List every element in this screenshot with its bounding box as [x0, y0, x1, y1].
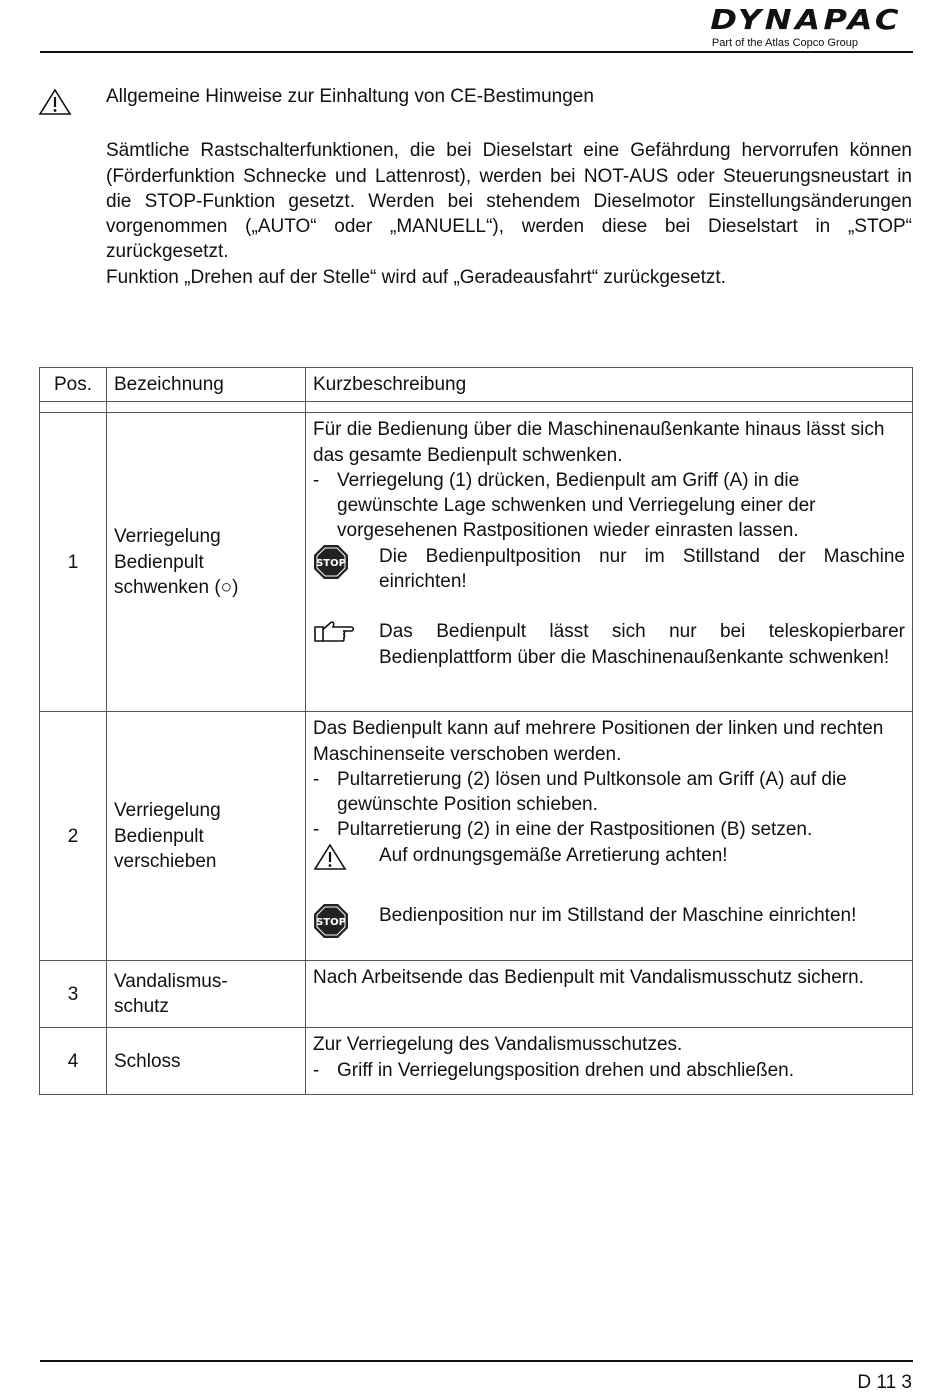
row-bezeichnung: [107, 1028, 306, 1095]
bez-line: Bedienpult: [114, 825, 204, 847]
row-description: [306, 712, 913, 961]
desc-step: - Pultarretierung (2) in eine der Rastpositionen (B) setzen.: [313, 819, 813, 841]
stop-sign-icon: [313, 903, 349, 939]
table-row: [40, 413, 913, 712]
table-row: [40, 961, 913, 1028]
stop-note: STOP Die Bedienpultposition nur im Stillstand der Maschine einrichten!: [313, 544, 905, 595]
row-pos: 3: [40, 961, 107, 1028]
table-row: [40, 712, 913, 961]
header-spacer: [40, 402, 913, 413]
bez-line: Vandalismus-: [114, 971, 228, 992]
svg-text:STOP: STOP: [316, 917, 346, 929]
svg-text:STOP: STOP: [316, 557, 346, 569]
row-pos: 2: [40, 712, 107, 961]
table-header-row: [40, 368, 913, 402]
logo-wordmark: DYNAPAC: [710, 3, 902, 36]
bez-line: verschieben: [114, 850, 217, 872]
bez-line: schutz: [114, 996, 169, 1018]
ce-notice-paragraph-2: Funktion „Drehen auf der Stelle“ wird auf „Geradeausfahrt“ zurückgesetzt.: [106, 266, 726, 288]
ce-notice: [106, 84, 912, 290]
bez-line: Schloss: [114, 1050, 181, 1072]
page-number: D 11 3: [857, 1372, 912, 1393]
header-bezeichnung: Bezeichnung: [107, 368, 306, 402]
control-table: [39, 367, 913, 1095]
bez-line: Bedienpult: [114, 551, 204, 573]
header-rule: [40, 51, 913, 53]
row-pos: 1: [40, 413, 107, 712]
row-description: [306, 413, 913, 712]
row-pos: 4: [40, 1028, 107, 1095]
stop-sign-icon: [313, 544, 349, 580]
row-bezeichnung: [107, 712, 306, 961]
desc-step: - Griff in Verriegelungsposition drehen und abschließen.: [313, 1059, 794, 1081]
warning-note: Auf ordnungsgemäße Arretierung achten!: [313, 843, 905, 878]
warning-triangle-icon: [38, 88, 72, 116]
pointing-hand-icon: [313, 619, 357, 645]
row-description: [306, 1028, 913, 1095]
row-bezeichnung: [107, 413, 306, 712]
desc-intro: Zur Verriegelung des Vandalismusschutzes.: [313, 1034, 683, 1056]
hand-note: Das Bedienpult lässt sich nur bei teleskopierbarer Bedienplattform über die Maschinenaußenkante schwenken!: [313, 619, 905, 670]
footer-rule: [40, 1360, 913, 1362]
desc-step: - Pultarretierung (2) lösen und Pultkonsole am Griff (A) auf die gewünschte Position schieben.: [313, 768, 847, 816]
warning-triangle-icon: [313, 843, 347, 871]
desc-intro: Für die Bedienung über die Maschinenaußenkante hinaus lässt sich das gesamte Bedienpult schwenken.: [313, 419, 885, 466]
row-bezeichnung: [107, 961, 306, 1028]
row-description: Nach Arbeitsende das Bedienpult mit Vandalismusschutz sichern.: [306, 961, 913, 1028]
desc-intro: Das Bedienpult kann auf mehrere Positionen der linken und rechten Maschinenseite verschoben werden.: [313, 718, 884, 765]
header-pos: Pos.: [40, 368, 107, 402]
logo-subtitle: Part of the Atlas Copco Group: [711, 37, 858, 49]
bez-line: Verriegelung: [114, 800, 221, 822]
bez-line: schwenken (○): [114, 576, 239, 598]
ce-notice-heading: Allgemeine Hinweise zur Einhaltung von CE-Bestimungen: [106, 86, 594, 107]
brand-logo: [682, 3, 902, 50]
desc-step: - Verriegelung (1) drücken, Bedienpult am Griff (A) in die gewünschte Lage schwenken und Verriegelung einer der vorgesehenen Rastpositionen wieder einrasten lassen.: [313, 469, 816, 542]
table-row: [40, 1028, 913, 1095]
bez-line: Verriegelung: [114, 526, 221, 548]
ce-notice-paragraph: Sämtliche Rastschalterfunktionen, die bei Dieselstart eine Gefährdung hervorrufen können (Förderfunktion Schnecke und Lattenrost), werden bei NOT-AUS oder Steuerungsneustart in die STOP-Funktion gesetzt. Werden bei stehendem Dieselmotor Einstellungsänderungen vorgenommen („AUTO“ oder „MANUELL“), werden diese bei Dieselstart in „STOP“ zurückgesetzt.: [106, 140, 912, 263]
header-kurzbeschreibung: Kurzbeschreibung: [306, 368, 913, 402]
stop-note: STOP Bedienposition nur im Stillstand der Maschine einrichten!: [313, 903, 905, 946]
